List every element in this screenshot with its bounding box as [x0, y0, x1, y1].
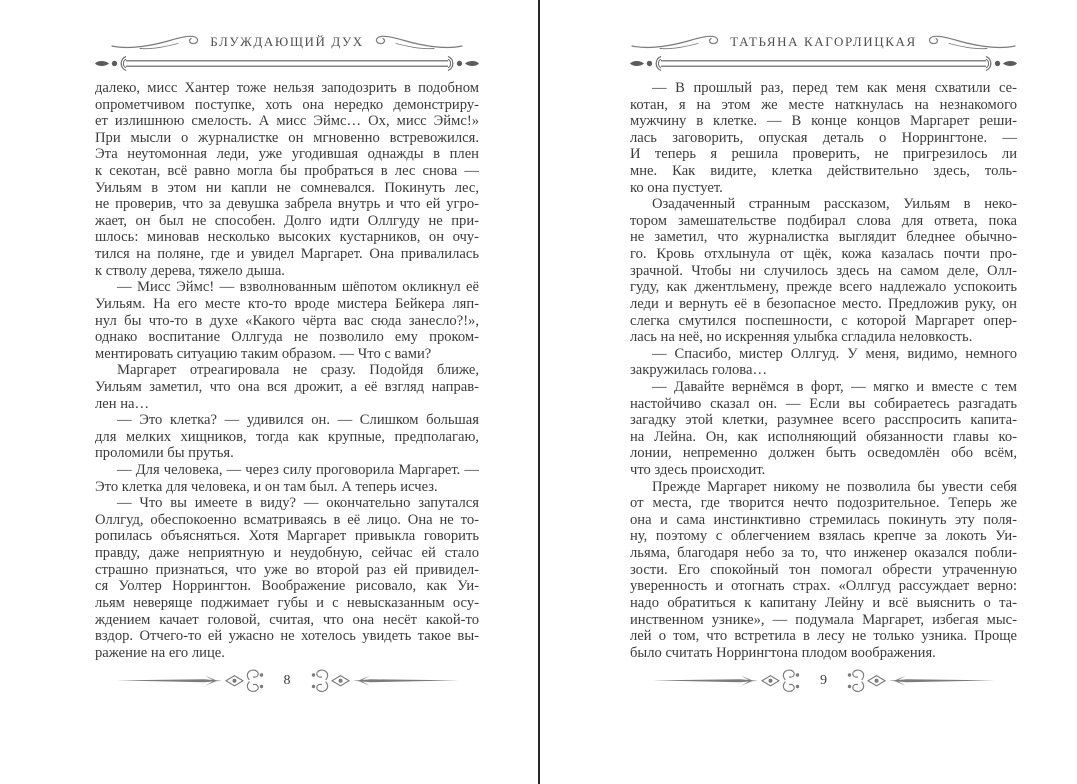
running-title: БЛУЖДАЮЩИЙ ДУХ — [210, 34, 364, 49]
text-line: загадку этой клетки, разумнее всего расспросить капита- — [630, 412, 1017, 429]
text-line: — Мисс Эймс! — взволнованным шёпотом окликнул её — [117, 279, 479, 296]
text-line: льяма, благодаря небо за то, что инженер оказался побли- — [630, 545, 1017, 562]
text-line: Уильям заметил, что она вся дрожит, а её взгляд направ- — [95, 378, 479, 395]
text-line: И теперь я решила проверить, не пригрезилось ли — [630, 146, 1017, 163]
header-flourish-right-icon — [372, 31, 464, 53]
text-line: — В прошлый раз, перед тем как меня схватили се- — [652, 80, 1017, 96]
header-flourish-right-icon — [925, 31, 1017, 53]
text-line: ментировать ситуацию таким образом. — Что с вами? — [95, 345, 432, 362]
text-line: ся Уолтер Норрингтон. Воображение рисовало, как Уи- — [95, 578, 479, 595]
text-line: Оллгуд, обеспокоенно всматриваясь в её лицо. Она не то- — [95, 511, 479, 528]
text-line: однако воспитание Оллгуда не позволило ему проком- — [95, 329, 479, 346]
text-line: мужчину в клетке. — В конце концов Маргарет реши- — [630, 113, 1017, 130]
text-line: инственном узнике», — подумала Маргарет, избегая мыс- — [630, 611, 1017, 628]
text-line: вздор. Отчего-то ей ужасно не хотелось увидеть такое вы- — [95, 628, 479, 645]
text-line: для мелких хищников, тогда как крупные, предполагаю, — [95, 428, 479, 445]
text-line: го. Кровь отхлынула от щёк, кожа казалась почти про- — [630, 246, 1017, 263]
text-line: не проверив, что за девушка забрела внутрь и что ей угро- — [95, 196, 479, 213]
page-text — [95, 80, 479, 661]
running-header — [630, 30, 1017, 72]
text-line: жает, он был не способен. Долго идти Оллгуду не при- — [95, 212, 479, 229]
text-line: уверенность и отогнать страх. «Оллгуд рассуждает верно: — [630, 578, 1017, 595]
header-rule-ornament-icon — [95, 56, 479, 72]
text-line: закружилась голова… — [630, 362, 768, 379]
text-line: Эта неутомонная леди, уже угодившая однажды в плен — [95, 146, 479, 163]
footer-ornament-right-icon — [309, 667, 459, 694]
text-line: на Лейна. Он, как исполняющий обязанности главы ко- — [630, 428, 1017, 445]
text-line: тором замешательстве подбирал слова для ответа, пока — [630, 212, 1017, 229]
header-flourish-left-icon — [630, 31, 722, 53]
text-line: слегка смутился поспешности, с которой Маргарет опер- — [630, 312, 1017, 329]
text-line: — Для человека, — через силу проговорила Маргарет. — — [117, 462, 479, 479]
text-line: шлось: миновав несколько высоких кустарников, он очу- — [95, 229, 479, 246]
text-line: страшно признаться, что уже во второй раз ей привидел- — [95, 561, 479, 578]
text-line: Уильям в этом ни капли не сомневался. Покинуть лес, — [95, 179, 479, 196]
text-line: ражение на его лице. — [95, 644, 225, 661]
header-flourish-left-icon — [110, 31, 202, 53]
text-line: Уильям. На его месте кто-то вроде мистера Бейкера ляп- — [95, 295, 479, 312]
text-line: леди и вернуть её в безопасное место. Предложив руку, он — [630, 295, 1017, 312]
text-line: ждением качает головой, считая, что она несёт какой-то — [95, 611, 479, 628]
running-header — [95, 30, 479, 72]
book-page-right — [540, 0, 1077, 784]
text-line: Озадаченный странным рассказом, Уильям в неко- — [652, 196, 1017, 213]
page-number: 9 — [820, 672, 827, 688]
text-line: правду, даже неприятную и неудобную, сейчас ей стало — [95, 545, 479, 562]
text-line: к секотан, всё равно могла бы пробраться в лес снова — — [95, 163, 479, 180]
text-line: надо обратиться к капитану Лейну и всё выяснить о та- — [630, 594, 1017, 611]
text-line: ет излишнюю смелость. А мисс Эймс… Ох, мисс Эймс!» — [95, 113, 479, 130]
text-line: котан, я на этом же месте наткнулась на незнакомого — [630, 96, 1017, 113]
page-footer — [630, 667, 1017, 694]
text-line: зости. Его спокойный тон помогал обрести утраченную — [630, 561, 1017, 578]
footer-ornament-left-icon — [652, 667, 802, 694]
text-line: При мысли о журналистке он мгновенно встревожился. — [95, 129, 479, 146]
text-line: опрометчивом поступке, хоть она нередко демонстриру- — [95, 96, 479, 113]
text-line: ко она пустует. — [630, 179, 723, 196]
text-line: Прежде Маргарет никому не позволила бы увести себя — [652, 478, 1017, 495]
text-line: ропилась объясняться. Хотя Маргарет привыкла говорить — [95, 528, 479, 545]
text-line: лей о том, что встретила в лесу не только узника. Проще — [630, 628, 1017, 645]
text-line: не заметил, что журналистка выглядит бледнее обычно- — [630, 229, 1017, 246]
text-line: она и сама инстинктивно стремилась покинуть эту поля- — [630, 511, 1017, 528]
text-line: гуду, как джентльмену, прежде всего надлежало успокоить — [630, 279, 1017, 296]
text-line: зрачной. Чтобы ни случилось здесь на самом деле, Олл- — [630, 262, 1017, 279]
book-page-left — [0, 0, 538, 784]
text-line: — Что вы имеете в виду? — окончательно запутался — [117, 495, 479, 512]
text-line: льям неверяще поджимает губы и с невысказанным осу- — [95, 594, 479, 611]
text-line: — Спасибо, мистер Оллгуд. У меня, видимо, немного — [652, 345, 1017, 362]
text-line: настойчиво сказал он. — Если вы собираетесь разгадать — [630, 395, 1017, 412]
text-line: лен на… — [95, 395, 150, 412]
page-text — [630, 80, 1017, 661]
text-line: мне. Как видите, клетка действительно здесь, толь- — [630, 163, 1017, 180]
text-line: — Давайте вернёмся в форт, — мягко и вместе с тем — [652, 378, 1017, 395]
text-line: ну, поэтому с облегчением взялась крепче за локоть Уи- — [630, 528, 1017, 545]
text-line: Это клетка для человека, и он там был. А теперь исчез. — [95, 478, 438, 495]
text-line: лась заговорить, опуская деталь о Норрингтоне. — — [630, 129, 1017, 146]
text-line: лонии, непременно должен быть осведомлён обо всём, — [630, 445, 1017, 462]
page-footer — [95, 667, 479, 694]
text-line: от места, где творится нечто подозрительное. Теперь же — [630, 495, 1017, 512]
text-line: тился на поляне, где и увидел Маргарет. Она привалилась — [95, 246, 479, 263]
footer-ornament-left-icon — [116, 667, 266, 694]
text-line: что здесь происходит. — [630, 462, 766, 479]
text-line: далеко, мисс Хантер тоже нельзя заподозрить в подобном — [95, 80, 479, 96]
text-line: к стволу дерева, тяжело дыша. — [95, 262, 285, 279]
header-rule-ornament-icon — [630, 56, 1017, 72]
text-line: проломили бы прутья. — [95, 445, 234, 462]
text-line: нул бы что-то в духе «Какого чёрта вас сюда занесло?!», — [95, 312, 479, 329]
page-number: 8 — [283, 672, 291, 688]
text-line: Маргарет отреагировала не сразу. Подойдя ближе, — [117, 362, 479, 379]
running-title: ТАТЬЯНА КАГОРЛИЦКАЯ — [730, 34, 917, 49]
text-line: было считать Норрингтона плодом воображения. — [630, 644, 936, 661]
footer-ornament-right-icon — [845, 667, 995, 694]
text-line: лась на неё, но искренняя улыбка сгладила неловкость. — [630, 329, 973, 346]
text-line: — Это клетка? — удивился он. — Слишком большая — [117, 412, 479, 429]
